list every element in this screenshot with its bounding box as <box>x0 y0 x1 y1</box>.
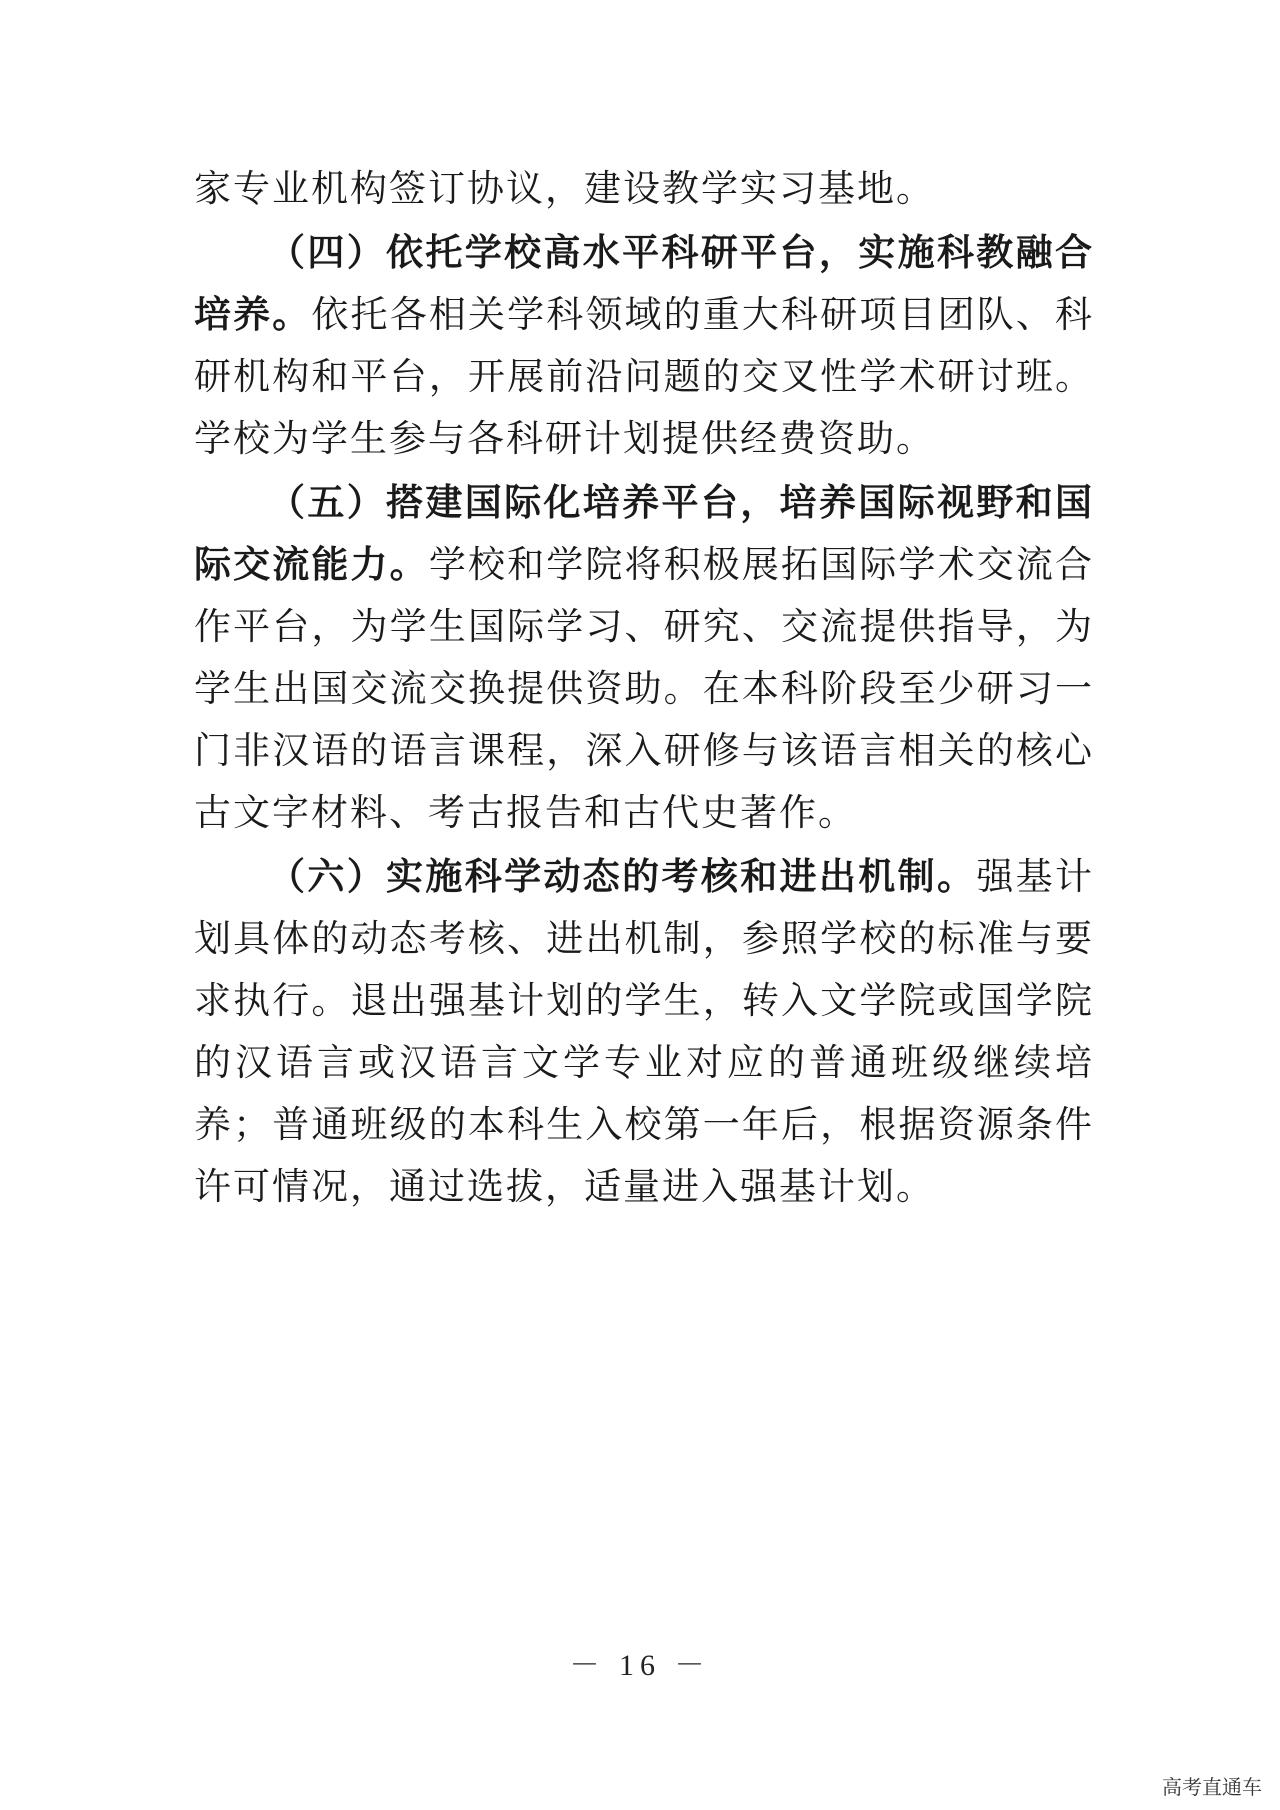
page-number: － 16 － <box>569 1649 711 1682</box>
section-five-body: 学校和学院将积极展拓国际学术交流合作平台，为学生国际学习、研究、交流提供指导，为学生出国交流交换提供资助。在本科阶段至少研习一门非汉语的语言课程，深入研修与该语言相关的核心古文字材料、考古报告和古代史著作。 <box>194 543 1095 834</box>
section-six-body: 强基计划具体的动态考核、进出机制，参照学校的标准与要求执行。退出强基计划的学生，转入文学院或国学院的汉语言或汉语言文学专业对应的普通班级继续培养；普通班级的本科生入校第一年后，根据资源条件许可情况，通过选拔，适量进入强基计划。 <box>194 855 1095 1208</box>
section-four-body: 依托各相关学科领域的重大科研项目团队、科研机构和平台，开展前沿问题的交叉性学术研讨班。学校为学生参与各科研计划提供经费资助。 <box>194 293 1095 460</box>
section-five-heading: （五）搭建国际化培养平台，培养国际视野和国际交流能力。 <box>194 481 1094 586</box>
section-six-paragraph <box>194 846 1094 1218</box>
section-four-heading: （四）依托学校高水平科研平台，实施科教融合培养。 <box>194 231 1094 336</box>
continuation-paragraph: 家专业机构签订协议，建设教学实习基地。 <box>194 167 935 210</box>
section-six-heading: （六）实施科学动态的考核和进出机制。 <box>268 855 977 898</box>
section-five-paragraph <box>194 472 1094 844</box>
document-body <box>194 158 1094 1218</box>
section-four-paragraph <box>194 222 1094 470</box>
watermark-label: 高考直通车 <box>1158 1769 1266 1802</box>
